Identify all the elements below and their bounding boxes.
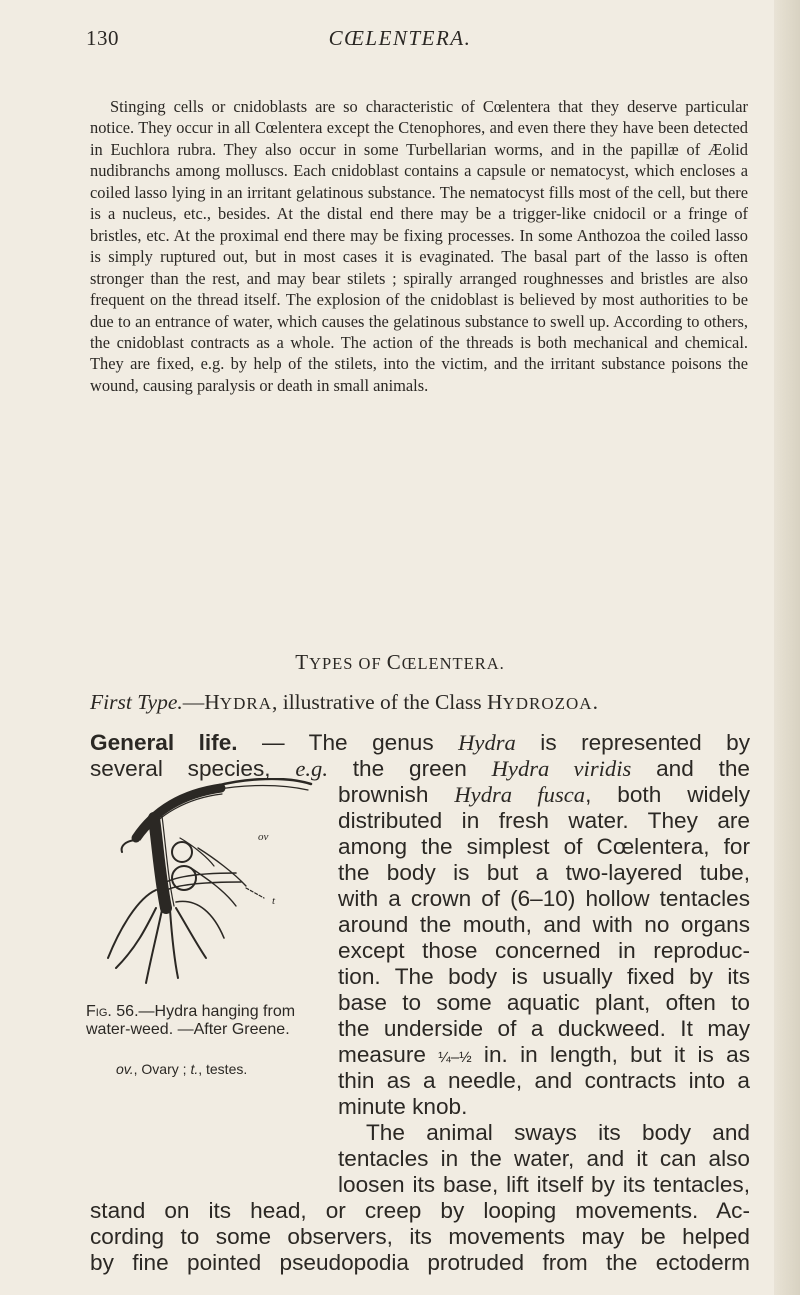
body-line: minute knob. <box>338 1094 468 1119</box>
section-heading: TYPES OF CŒLENTERA. <box>295 650 505 674</box>
body-line: among the simplest of Cœlentera, for <box>338 834 750 859</box>
body-line: tentacles in the water, and it can also <box>338 1146 750 1171</box>
page-number: 130 <box>86 26 119 50</box>
body-line: cording to some observers, its movements may be helped <box>90 1224 750 1249</box>
hydra-illustration <box>96 778 318 1000</box>
body-line: with a crown of (6–10) hollow tentacles <box>338 886 750 911</box>
paragraph-stinging-cells: Stinging cells or cnidoblasts are so characteristic of Cœlentera that they deserve particular notice. They occur in all Cœlentera except the Ctenophores, and even there they have been detected in Euchlora rubra. They also occur in some Turbellarian worms, and in the papillæ of Æolid nudibranchs among molluscs. Each cnidoblast contains a capsule or nematocyst, which encloses a coiled lasso lying in an irritant gelatinous substance. The nematocyst fills most of the cell, but there is a nucleus, etc., besides. At the distal end there may be a trigger-like cnidocil or a fringe of bristles, etc. At the proximal end there may be fixing processes. In some Anthozoa the coiled lasso is simply ruptured out, but in most cases it is evaginated. The basal part of the lasso is often stronger than the rest, and may bear stilets ; spirally arranged roughnesses and bristles are also frequent on the thread itself. The explosion of the cnidoblast is believed by most authorities to be due to an entrance of water, which causes the gelatinous substance to swell up. According to others, the cnidoblast contracts as a whole. The action of the threads is both mechanical and chemical. They are fixed, e.g. by help of the stilets, into the victim, and the irritant substance poisons the wound, causing paralysis or death in small animals. <box>90 97 748 395</box>
figure-caption: Fig. 56.—Hydra hanging from water-weed. —After Greene. <box>86 1003 296 1038</box>
body-line: except those concerned in reproduc- <box>338 938 750 963</box>
page-edge-shadow <box>774 0 800 1295</box>
body-line: General life. — The genus Hydra is represented by <box>90 730 751 755</box>
body-line: The animal sways its body and <box>366 1120 750 1145</box>
body-line: the underside of a duckweed. It may <box>338 1016 750 1041</box>
running-head: CŒLENTERA. <box>328 26 472 50</box>
body-line: by fine pointed pseudopodia protruded from the ectoderm <box>90 1250 750 1275</box>
body-line: distributed in fresh water. They are <box>338 808 750 833</box>
body-line: measure ¼–½ in. in length, but it is as <box>338 1042 751 1067</box>
body-line: brownish Hydra fusca, both widely <box>338 782 750 807</box>
label-ov: ov <box>258 831 269 843</box>
body-line: tion. The body is usually fixed by its <box>338 964 750 989</box>
type-heading: First Type.—HYDRA, illustrative of the Class HYDROZOA. <box>90 690 598 714</box>
body-line: several species, e.g. the green Hydra viridis and the <box>90 756 750 781</box>
body-line: around the mouth, and with no organs <box>338 912 750 937</box>
body-line: loosen its base, lift itself by its tentacles, <box>338 1172 750 1197</box>
page-header <box>0 26 800 66</box>
body-line: stand on its head, or creep by looping movements. Ac- <box>90 1198 750 1223</box>
label-t: t <box>272 895 276 907</box>
body-line: thin as a needle, and contracts into a <box>338 1068 750 1093</box>
body-line: the body is but a two-layered tube, <box>338 860 750 885</box>
body-line: base to some aquatic plant, often to <box>338 990 750 1015</box>
figure-key: ov., Ovary ; t., testes. <box>116 1061 248 1077</box>
